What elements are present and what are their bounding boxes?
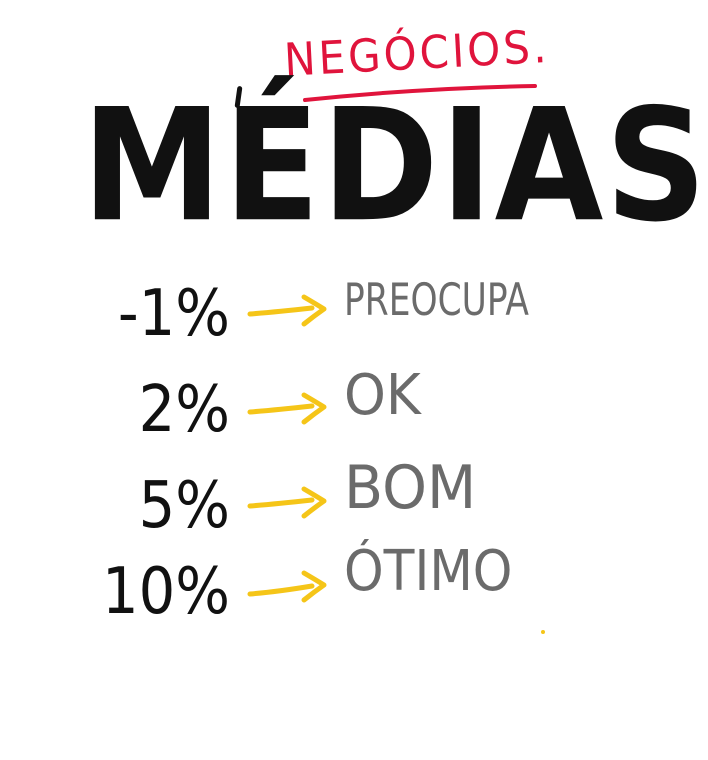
marker-dot bbox=[541, 630, 545, 634]
arrow-right-icon bbox=[246, 392, 332, 426]
page-title: MÉDIAS bbox=[82, 75, 708, 257]
percent-value: 2% bbox=[138, 373, 230, 447]
arrow-right-icon bbox=[246, 294, 332, 328]
list-item bbox=[0, 262, 589, 351]
status-label: BOM bbox=[344, 453, 477, 523]
status-label: ÓTIMO bbox=[344, 539, 513, 604]
percent-value: 10% bbox=[101, 555, 230, 629]
status-label: PREOCUPA bbox=[344, 273, 529, 326]
list-item bbox=[0, 358, 589, 447]
arrow-right-icon bbox=[246, 486, 332, 520]
percent-value: -1% bbox=[117, 277, 230, 351]
list-item bbox=[0, 452, 589, 543]
list-item bbox=[0, 539, 589, 629]
arrow-right-icon bbox=[246, 570, 332, 604]
status-label: OK bbox=[344, 363, 421, 428]
percent-value: 5% bbox=[138, 469, 230, 543]
subtitle: NEGÓCIOS. bbox=[282, 19, 551, 87]
